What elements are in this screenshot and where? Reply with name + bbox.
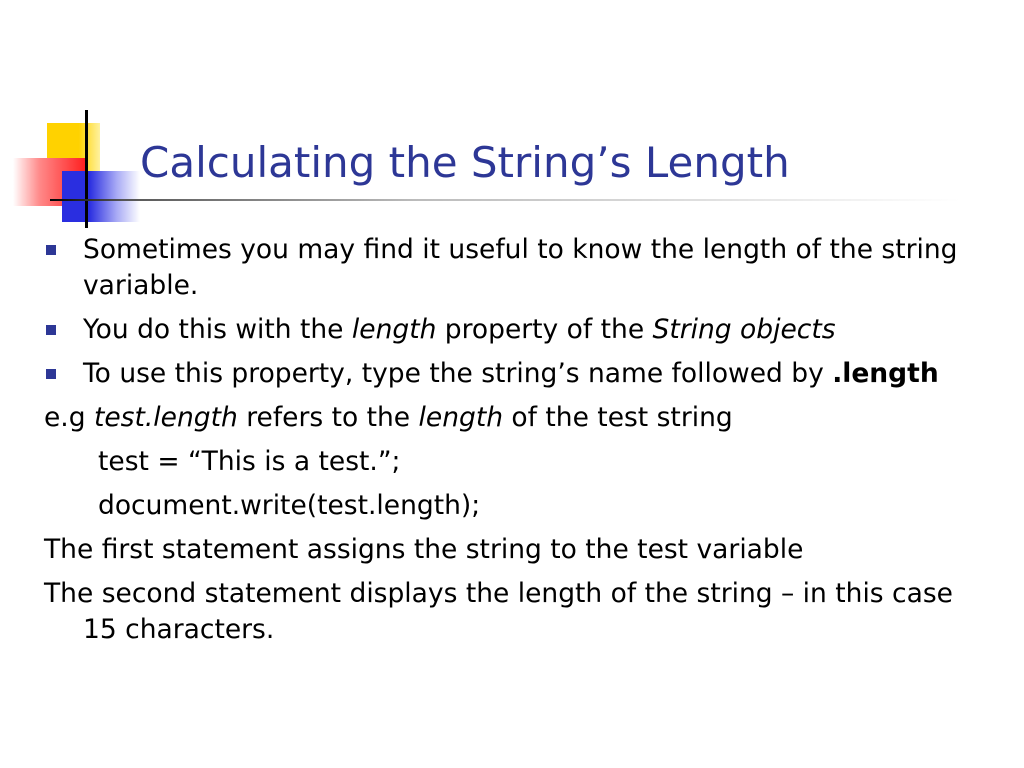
logo-blue-square [62, 171, 140, 222]
statement-line: The second statement displays the length of the string – in this case 15 characters. [44, 578, 953, 645]
slide-logo-decoration [0, 0, 160, 240]
bullet-text-part: property of the [436, 314, 653, 345]
bullet-item [44, 312, 994, 348]
bullet-square-icon [46, 245, 56, 255]
statement-line: The first statement assigns the string to the test variable [44, 534, 804, 565]
logo-vertical-line [85, 110, 88, 228]
bullet-text-part: To use this property, type the string’s name followed by [83, 358, 833, 389]
bullet-bold-term: .length [832, 358, 939, 389]
title-underline [50, 199, 960, 201]
bullet-italic-term: String objects [652, 314, 836, 345]
slide-body [44, 232, 994, 656]
example-prefix: e.g [44, 402, 94, 433]
example-suffix: of the test string [503, 402, 733, 433]
bullet-square-icon [46, 325, 56, 335]
slide-title: Calculating the String’s Length [140, 138, 790, 187]
bullet-text-part: You do this with the [83, 314, 352, 345]
bullet-square-icon [46, 369, 56, 379]
example-italic-term: length [418, 402, 503, 433]
bullet-item [44, 232, 994, 304]
bullet-item [44, 356, 994, 392]
code-line: test = “This is a test.”; [98, 446, 401, 477]
code-line: document.write(test.length); [98, 490, 481, 521]
bullet-italic-term: length [351, 314, 437, 345]
bullet-text: Sometimes you may find it useful to know the length of the string variable. [83, 234, 958, 301]
example-italic-term: test.length [93, 402, 238, 433]
example-middle: refers to the [237, 402, 419, 433]
example-line [44, 400, 994, 436]
